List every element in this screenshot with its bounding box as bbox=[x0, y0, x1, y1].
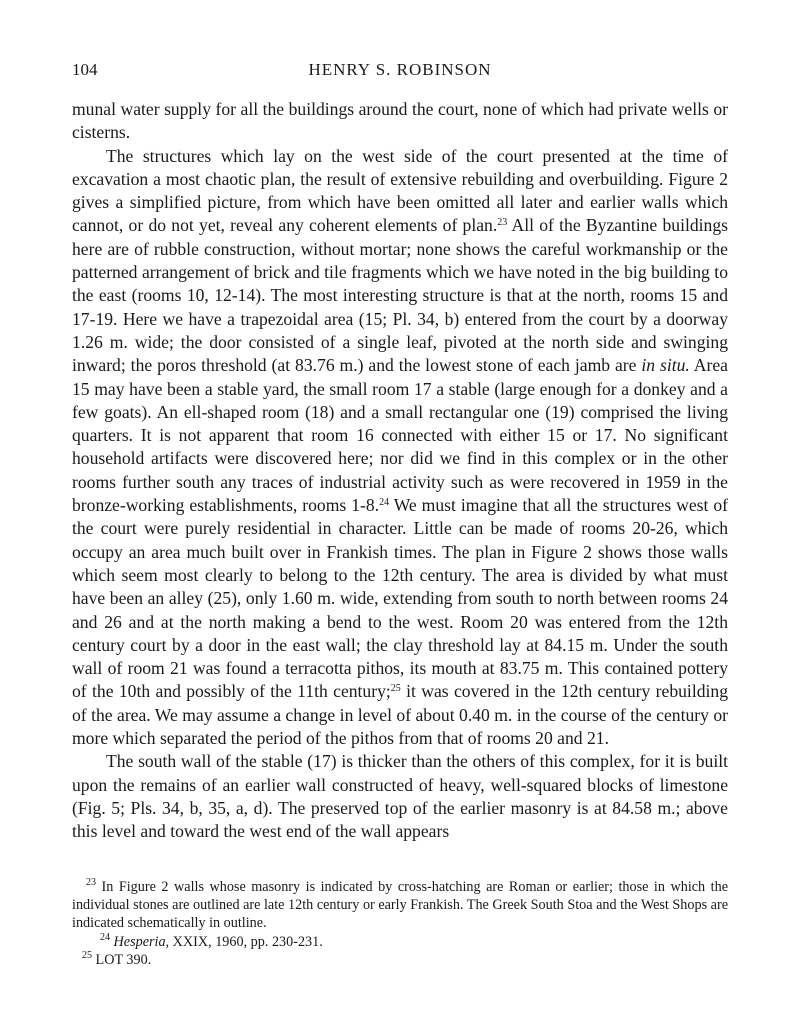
footnote-23 bbox=[72, 878, 728, 933]
paragraph-2-text-c: Area 15 may have been a stable yard, the small room 17 a stable (large enough for a donkey and a few goats). An ell-shaped room (18) and a small rectangular one (19) comprised the living quarters. It is not apparent that room 16 connected with either 15 or 17. No significant household artifacts were discovered here; nor did we find in this complex or in the other rooms further south any traces of industrial activity such as were recovered in 1959 in the bronze-working establishments, rooms 1-8. bbox=[72, 355, 728, 516]
paragraph-3 bbox=[72, 750, 728, 843]
paragraph-1-text: munal water supply for all the buildings around the court, none of which had private wells or cisterns. bbox=[72, 99, 728, 143]
paragraph-3-text: The south wall of the stable (17) is thicker than the others of this complex, for it is built upon the remains of an earlier wall constructed of heavy, well-squared blocks of limestone (Fig. 5; Pls. 34, b, 35, a, d). The preserved top of the earlier masonry is at 84.58 m.; above this level and toward the west end of the wall appears bbox=[72, 751, 728, 842]
footnote-25 bbox=[72, 951, 728, 969]
page-header bbox=[72, 60, 728, 84]
footnote-23-text: In Figure 2 walls whose masonry is indicated by cross-hatching are Roman or earlier; those in which the individual stones are outlined are late 12th century or early Frankish. The Greek South Stoa and the West Shops are indicated schematically in outline. bbox=[72, 879, 728, 932]
footnote-24 bbox=[72, 933, 728, 951]
footnote-23-number: 23 bbox=[86, 877, 96, 888]
paragraph-2-text-b: All of the Byzantine buildings here are of rubble construction, without mortar; none shows the careful workmanship or the patterned arrangement of brick and tile fragments which we have noted in the big building to the east (rooms 10, 12-14). The most interesting structure is that at the north, rooms 15 and 17-19. Here we have a trapezoidal area (15; Pl. 34, b) entered from the court by a doorway 1.26 m. wide; the door consisted of a single leaf, pivoted at the north side and swinging inward; the poros threshold (at 83.76 m.) and the lowest stone of each jamb are bbox=[72, 215, 728, 376]
in-situ-italic: in situ. bbox=[641, 355, 690, 376]
paragraph-1 bbox=[72, 98, 728, 145]
paragraph-2-text-e: it was covered in the 12th century rebuilding of the area. We may assume a change in level of about 0.40 m. in the course of the century or more which separated the period of the pithos from that of rooms 20 and 21. bbox=[72, 681, 728, 749]
paragraph-2-text-d: We must imagine that all the structures west of the court were purely residential in character. Little can be made of rooms 20-26, which occupy an area much built over in Frankish times. The plan in Figure 2 shows those walls which seem most clearly to belong to the 12th century. The area is divided by what must have been an alley (25), only 1.60 m. wide, extending from south to north between rooms 24 and 26 and at the north making a bend to the west. Room 20 was entered from the 12th century court by a door in the east wall; the clay threshold lay at 84.15 m. Under the south wall of room 21 was found a terracotta pithos, its mouth at 83.75 m. This contained pottery of the 10th and possibly of the 11th century; bbox=[72, 495, 728, 702]
footnote-24-journal: Hesperia, bbox=[113, 933, 170, 950]
footnote-ref-23[interactable]: 23 bbox=[497, 217, 508, 229]
footnote-25-number: 25 bbox=[82, 949, 92, 961]
running-head: HENRY S. ROBINSON bbox=[308, 60, 492, 79]
footnote-25-text: LOT 390. bbox=[92, 951, 152, 968]
footnote-24-text: XXIX, 1960, pp. 230-231. bbox=[169, 933, 323, 950]
footnote-ref-24[interactable]: 24 bbox=[379, 497, 390, 509]
footnote-24-number: 24 bbox=[100, 931, 110, 943]
body-text bbox=[72, 98, 728, 844]
paragraph-2 bbox=[72, 145, 728, 751]
footnote-ref-25[interactable]: 25 bbox=[390, 683, 401, 695]
page-number: 104 bbox=[72, 60, 98, 79]
page bbox=[72, 60, 728, 844]
footnotes bbox=[72, 878, 728, 969]
paragraph-2-text-a: The structures which lay on the west side of the court presented at the time of excavation a most chaotic plan, the result of extensive rebuilding and overbuilding. Figure 2 gives a simplified picture, from which have been omitted all later and earlier walls which cannot, or do not yet, reveal any coherent elements of plan. bbox=[72, 145, 728, 236]
